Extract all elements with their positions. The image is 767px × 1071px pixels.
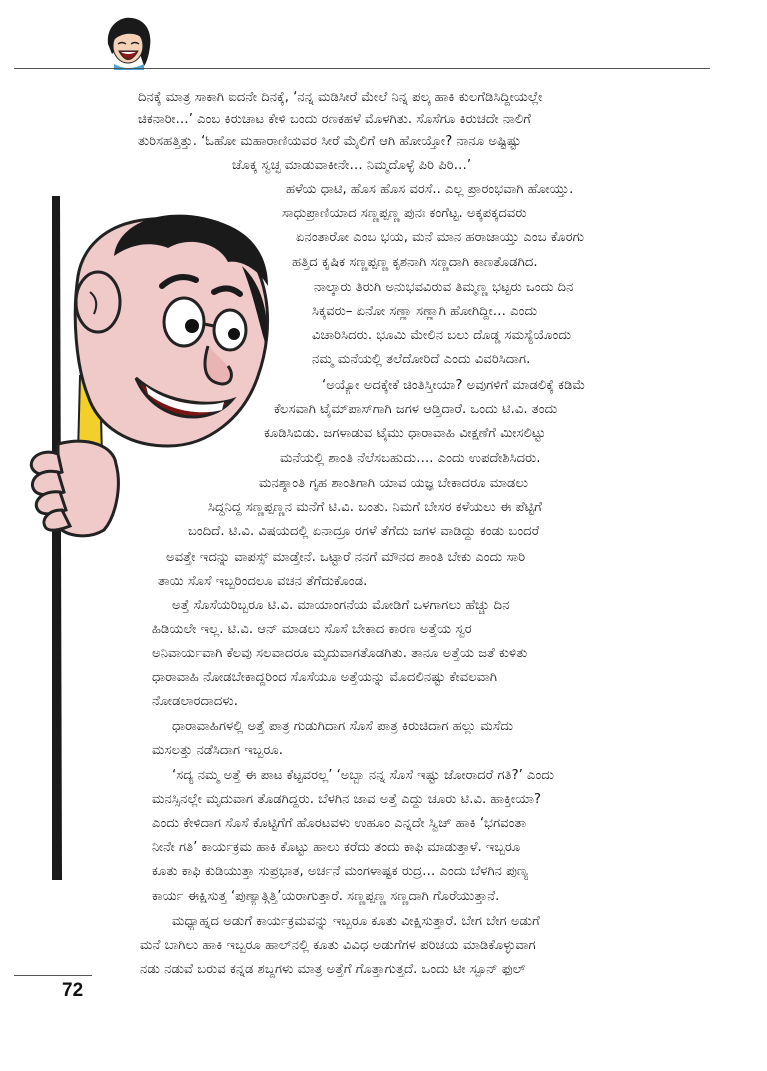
- body-text-line: ಕೆಲಸವಾಗಿ ಟೈಮ್‌ಪಾಸ್‌ಗಾಗಿ ಜಗಳ ಆಡ್ತಿದಾರೆ. ಒಂದು ಟಿ.ವಿ. ತಂದು: [274, 402, 558, 417]
- header-rule: [14, 68, 710, 69]
- body-text-line: ನೀನೇ ಗತಿ’ ಕಾರ್ಯಕ್ರಮ ಹಾಕಿ ಕೊಟ್ಟು ಹಾಲು ಕರೆದು ತಂದು ಕಾಫಿ ಮಾಡುತ್ತಾಳೆ. ಇಬ್ಬರೂ: [152, 840, 521, 855]
- body-text-line: ನಡು ನಡುವೆ ಬರುವ ಕನ್ನಡ ಶಬ್ದಗಳು ಮಾತ್ರ ಅತ್ತೆಗೆ ಗೊತ್ತಾಗುತ್ತದೆ. ಒಂದು ಟೀ ಸ್ಪೂನ್ ಫುಲ್: [140, 962, 526, 977]
- woman-laughing-caricature-icon: [100, 14, 156, 70]
- body-text-line: ಅತ್ತೆ ಸೊಸೆಯರಿಬ್ಬರೂ ಟಿ.ವಿ. ಮಾಯಾಂಗನೆಯ ಮೋಡಿಗೆ ಒಳಗಾಗಲು ಹೆಚ್ಚು ದಿನ: [172, 598, 510, 613]
- body-text-line: ಅವತ್ತೇ ಇದನ್ನು ವಾಪಸ್ಸ್ ಮಾಡ್ತೇನೆ. ಒಟ್ಟಾರೆ ನನಗೆ ಮೌನದ ಶಾಂತಿ ಬೇಕು ಎಂದು ಸಾರಿ: [166, 550, 526, 565]
- body-text-line: ನಾಲ್ಕಾರು ತಿರುಗಿ ಅನುಭವವಿರುವ ತಿಮ್ಮಣ್ಣ ಭಟ್ಟರು ಒಂದು ದಿನ: [314, 280, 574, 295]
- body-text-line: ಮನಶ್ಶಾಂತಿ ಗೃಹ ಶಾಂತಿಗಾಗಿ ಯಾವ ಯಜ್ಞ ಬೇಕಾದರೂ ಮಾಡಲು: [259, 476, 529, 491]
- body-text-line: ಸಾಧುಪ್ರಾಣಿಯಾದ ಸಣ್ಣಪ್ಪಣ್ಣ ಪುನಃ ಕಂಗೆಟ್ಟ. ಅಕ್ಕಪಕ್ಕದವರು: [282, 206, 527, 221]
- body-text-line: ಎಂದು ಕೇಳಿದಾಗ ಸೊಸೆ ಕೊಟ್ಟಿಗೆಗೆ ಹೊರಟವಳು ಉಹೂಂ ಎನ್ನದೇ ಸ್ವಿಚ್ ಹಾಕಿ ‘ಭಗವಂತಾ: [152, 816, 527, 831]
- body-text-line: ಹಳೆಯ ಧಾಟಿ, ಹೊಸ ಹೊಸ ವರಸೆ.. ಎಲ್ಲ ಪ್ರಾರಂಭವಾಗಿ ಹೋಯ್ತು.: [286, 182, 574, 197]
- body-text-line: ಹತ್ತಿದ ಕೃಷಿಕ ಸಣ್ಣಪ್ಪಣ್ಣ ಕೃಶನಾಗಿ ಸಣ್ಣದಾಗಿ ಕಾಣತೊಡಗಿದ.: [292, 255, 538, 270]
- body-text-line: ನಮ್ಮ ಮನೆಯಲ್ಲಿ ತಲೆದೋರಿದೆ ಎಂದು ವಿವರಿಸಿದಾಗ.: [312, 352, 531, 367]
- body-text-line: ನೋಡಲಾರದಾದಳು.: [152, 694, 238, 709]
- body-text-line: ಕಾರ್ಯ ಈಕ್ಷಿಸುತ್ತ ‘ಪುಣ್ಯಾತ್ಗಿತ್ತಿ’ಯರಾಗುತ್ತಾರೆ. ಸಣ್ಣಪ್ಪಣ್ಣ ಸಣ್ಣದಾಗಿ ಗೊರೆಯುತ್ತಾನೆ.: [152, 889, 500, 904]
- body-text-line: ಕೂಡಿಸಿಬಿಡು. ಜಗಳಾಡುವ ಟೈಮು ಧಾರಾವಾಹಿ ವೀಕ್ಷಣೆಗೆ ಮೀಸಲಿಟ್ಟು: [264, 426, 546, 441]
- body-text-line: ಕೂತು ಕಾಫಿ ಕುಡಿಯುತ್ತಾ ಸುಪ್ರಭಾತ, ಅರ್ಚನೆ ಮಂಗಳಾಷ್ಟಕ ರುದ್ರ… ಎಂದು ಬೆಳಗಿನ ಪುಣ್ಯ: [152, 864, 529, 879]
- body-text-line: ಬಂದಿದೆ. ಟಿ.ವಿ. ವಿಷಯದಲ್ಲಿ ಏನಾದ್ರೂ ರಗಳೆ ತೆಗೆದು ಜಗಳ ವಾಡಿದ್ದು ಕಂಡು ಬಂದರೆ: [188, 524, 540, 539]
- body-text-line: ಮನೆಯಲ್ಲಿ ಶಾಂತಿ ನೆಲೆಸಬಹುದು…. ಎಂದು ಉಪದೇಶಿಸಿದರು.: [280, 451, 541, 466]
- body-text-line: ಚೊಕ್ಕ ಸ್ವಚ್ಛ ಮಾಡುವಾಕೀನೇ… ನಿಮ್ಮದೊಳ್ಳೆ ಪಿರಿ ಪಿರಿ…’: [232, 158, 472, 173]
- body-text-line: ‘ಸದ್ಯ ನಮ್ಮ ಅತ್ತೆ ಈ ಪಾಟ ಕೆಟ್ಟವರಲ್ಲ’ ‘ಅಬ್ಬಾ ನನ್ನ ಸೊಸೆ ಇಷ್ಟು ಜೋರಾದರೆ ಗತಿ?’ ಎಂದು: [172, 768, 555, 783]
- body-text-line: ತಾಯಿ ಸೊಸೆ ಇಬ್ಬರಿಂದಲೂ ವಚನ ತೆಗೆದುಕೊಂಡ.: [158, 574, 368, 589]
- body-text-line: ವಿಚಾರಿಸಿದರು. ಭೂಮಿ ಮೇಲಿನ ಬಲು ದೊಡ್ಡ ಸಮಸ್ಯೆಯೊಂದು: [312, 328, 572, 343]
- body-text-line: ಧಾರಾವಾಹಿ ನೋಡಬೇಕಾದ್ದರಿಂದ ಸೊಸೆಯೂ ಅತ್ತೆಯನ್ನು ಮೊದಲಿನಷ್ಟು ಕೇವಲವಾಗಿ: [152, 670, 498, 685]
- body-text-line: ಧಾರಾವಾಹಿಗಳಲ್ಲಿ ಅತ್ತೆ ಪಾತ್ರ ಗುಡುಗಿದಾಗ ಸೊಸೆ ಪಾತ್ರ ಕಿರುಚಿದಾಗ ಹಲ್ಲು ಮಸೆದು: [172, 719, 514, 734]
- body-text-line: ಏನಂತಾರೋ ಎಂಬ ಭಯ, ಮನೆ ಮಾನ ಹರಾಜಾಯ್ತು ಎಂಬ ಕೊರಗು: [296, 230, 585, 245]
- body-text-line: ಮಸಲತ್ತು ನಡೆಸಿದಾಗ ಇಬ್ಬರೂ.: [152, 743, 283, 758]
- body-text-line: ದಿನಕ್ಕೆ ಮಾತ್ರ ಸಾಕಾಗಿ ಐದನೇ ದಿನಕ್ಕೆ, ‘ನನ್ನ ಮಡಿಸೀರೆ ಮೇಲೆ ನಿನ್ನ ಪಲ್ಕ ಹಾಕಿ ಕುಲಗೆಡಿಸಿದ್ದೀಯಲ್ಲೇ: [138, 90, 543, 105]
- body-text-line: ತುರಿಸಹತ್ತಿತ್ತು. ‘ಓಹೋ ಮಹಾರಾಣಿಯವರ ಸೀರೆ ಮೈಲಿಗೆ ಆಗಿ ಹೋಯ್ತೋ? ನಾನೂ ಅಷ್ಟಿಷ್ಟು: [138, 134, 522, 149]
- footer-rule: [14, 975, 92, 976]
- body-text-line: ಮಧ್ಯಾಹ್ನದ ಅಡುಗೆ ಕಾರ್ಯಕ್ರಮವನ್ನು ಇಬ್ಬರೂ ಕೂತು ವೀಕ್ಷಿಸುತ್ತಾರೆ. ಬೇಗ ಬೇಗ ಅಡುಗೆ: [172, 914, 540, 929]
- body-text-line: ಮನೆ ಬಾಗಿಲು ಹಾಕಿ ಇಬ್ಬರೂ ಹಾಲ್‌ನಲ್ಲಿ ಕೂತು ವಿವಿಧ ಅಡುಗೆಗಳ ಪರಿಚಯ ಮಾಡಿಕೊಳ್ಳುವಾಗ: [140, 938, 536, 953]
- body-text-line: ಸಿದ್ಧನಿದ್ದ ಸಣ್ಣಪ್ಪಣ್ಣನ ಮನೆಗೆ ಟಿ.ವಿ. ಬಂತು. ನಿಮಗೆ ಬೇಸರ ಕಳೆಯಲು ಈ ಪೆಟ್ಟಿಗೆ: [208, 500, 542, 515]
- body-text-line: ಚಿಕನಾರೀ…’ ಎಂಬ ಕಿರುಚಾಟ ಕೇಳಿ ಬಂದು ರಣಕಹಳೆ ಮೊಳಗಿತು. ಸೊಸೆಗೂ ಕಿರುಚದೇ ನಾಲಿಗೆ: [138, 112, 531, 127]
- body-text-line: ‘ಅಯ್ಯೋ ಅದಕ್ಕೇಕೆ ಚಿಂತಿಸ್ತೀಯಾ? ಅವುಗಳಿಗೆ ಮಾಡಲಿಕ್ಕೆ ಕಡಿಮೆ: [322, 378, 586, 393]
- body-text-line: ಸಿಕ್ಕವರು– ಏನೋ ಸಣ್ಣಾ ಸಣ್ಣಾಗಿ ಹೋಗಿದ್ದೀ… ಎಂದು: [312, 304, 538, 319]
- body-text-line: ಹಿಡಿಯಲೇ ಇಲ್ಲ. ಟಿ.ವಿ. ಆನ್ ಮಾಡಲು ಸೊಸೆ ಬೇಕಾದ ಕಾರಣ ಅತ್ತೆಯ ಸ್ವರ: [152, 622, 472, 637]
- page-number: 72: [62, 980, 84, 1001]
- body-text-line: ಅನಿವಾರ್ಯವಾಗಿ ಕೆಲವು ಸಲವಾದರೂ ಮೃದುವಾಗತೊಡಗಿತು. ತಾನೂ ಅತ್ತೆಯ ಜತೆ ಕುಳಿತು: [152, 646, 528, 661]
- body-text-line: ಮನಸ್ಸಿನಲ್ಲೇ ಮೃದುವಾಗ ತೊಡಗಿದ್ದರು. ಬೆಳಗಿನ ಜಾವ ಅತ್ತೆ ಎದ್ದು ಚೂರು ಟಿ.ವಿ. ಹಾಕ್ತೀಯಾ?: [152, 792, 542, 807]
